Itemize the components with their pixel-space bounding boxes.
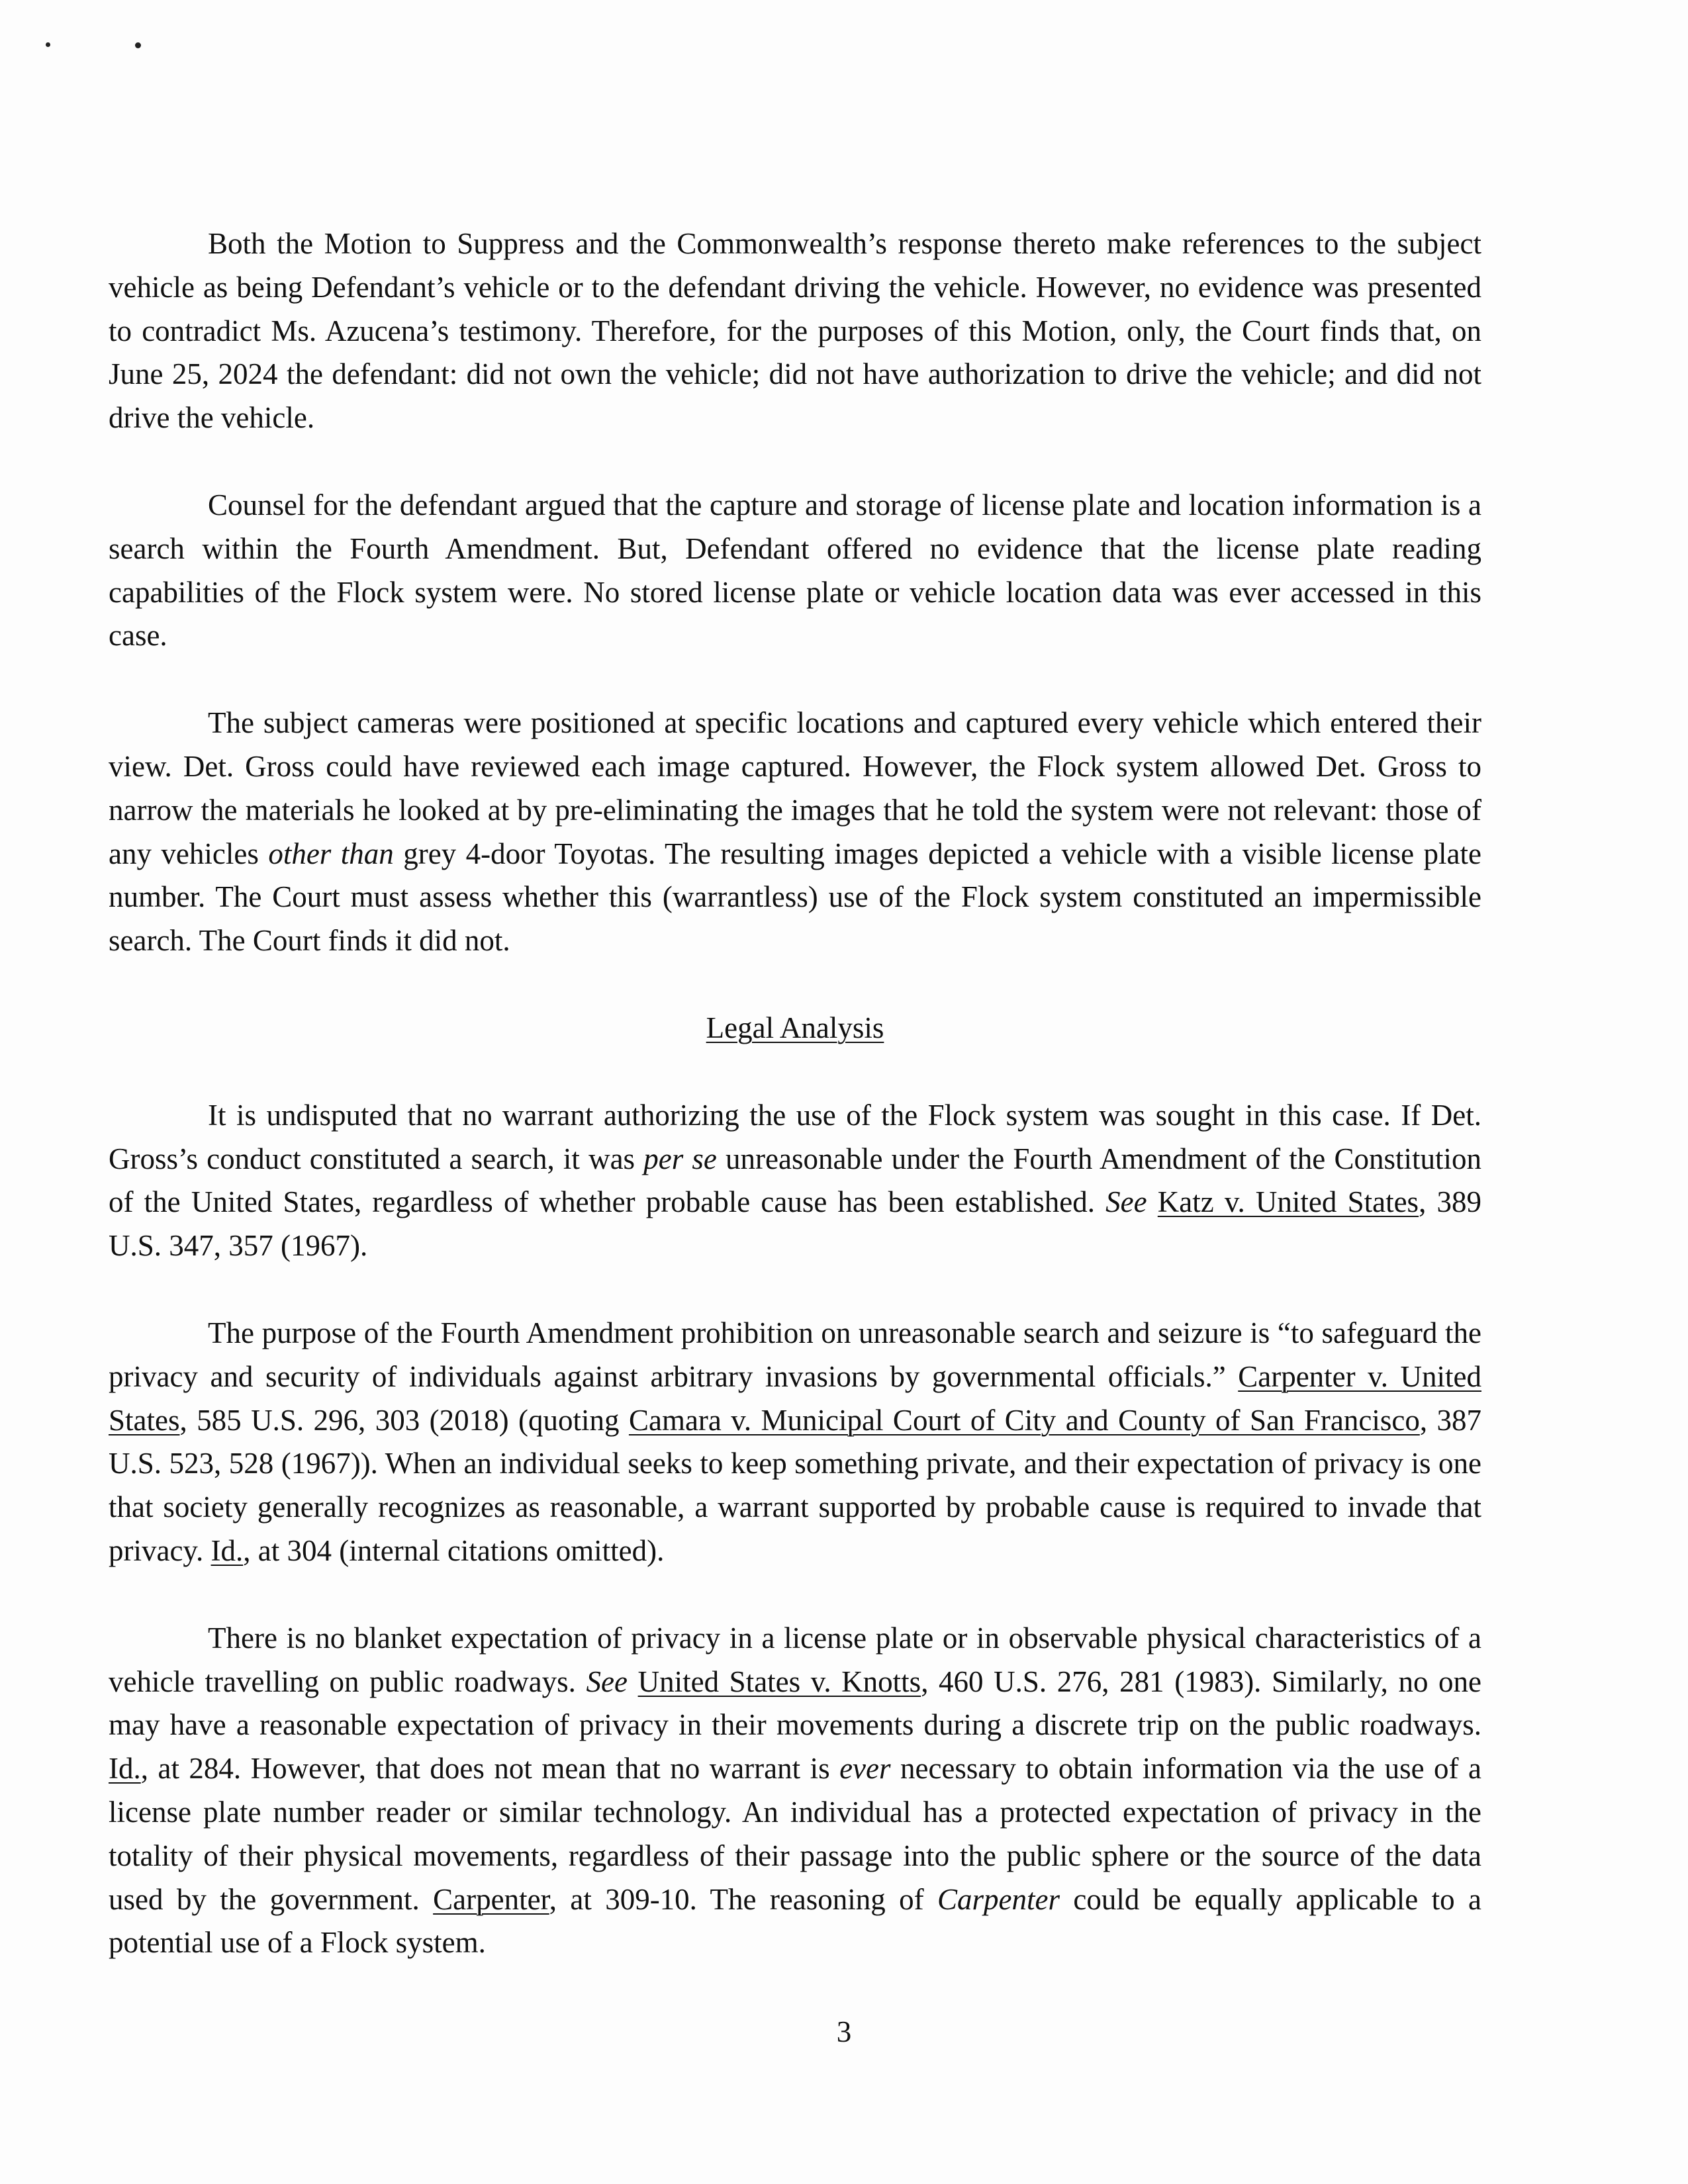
page-number: 3 bbox=[836, 2015, 852, 2048]
section-heading-legal-analysis: Legal Analysis bbox=[706, 1011, 884, 1044]
case-citation-katz: Katz v. United States bbox=[1157, 1185, 1419, 1219]
scan-speck bbox=[135, 42, 141, 48]
case-citation-camara: Camara v. Municipal Court of City and County of San Francisco bbox=[628, 1403, 1420, 1437]
paragraph-fourth-amendment-purpose: The purpose of the Fourth Amendment prohibition on unreasonable search and seizure is “to safeguard the privacy and security of individuals against arbitrary invasions by governmental officials.” Carpenter v. United States, 585 U.S. 296, 303 (2018) (quoting Camara v. Municipal Court of City and County of San Francisco, 387 U.S. 523, 528 (1967)). When an individual seeks to keep something private, and their expectation of privacy is one that society generally recognizes as reasonable, a warrant supported by probable cause is required to invade that privacy. Id., at 304 (internal citations omitted). bbox=[109, 1316, 1481, 1567]
document-body bbox=[109, 222, 1481, 1965]
paragraph-flock-cameras: The subject cameras were positioned at specific locations and captured every vehicle which entered their view. Det. Gross could have reviewed each image captured. However, the Flock system allowed Det. Gross to narrow the materials he looked at by pre-eliminating the images that he told the system were not relevant: those of any vehicles other than grey 4-door Toyotas. The resulting images depicted a vehicle with a visible license plate number. The Court must assess whether this (warrantless) use of the Flock system constituted an impermissible search. The Court finds it did not. bbox=[109, 706, 1481, 958]
scan-speck bbox=[46, 42, 50, 47]
paragraph-vehicle-ownership: Both the Motion to Suppress and the Commonwealth’s response thereto make references to the subject vehicle as being Defendant’s vehicle or to the defendant driving the vehicle. However, no evidence was presented to contradict Ms. Azucena’s testimony. Therefore, for the purposes of this Motion, only, the Court finds that, on June 25, 2024 the defendant: did not own the vehicle; did not have authorization to drive the vehicle; and did not drive the vehicle. bbox=[109, 227, 1481, 435]
paragraph-expectation-of-privacy: There is no blanket expectation of privacy in a license plate or in observable physical characteristics of a vehicle travelling on public roadways. See United States v. Knotts, 460 U.S. 276, 281 (1983). Similarly, no one may have a reasonable expectation of privacy in their movements during a discrete trip on the public roadways. Id., at 284. However, that does not mean that no warrant is ever necessary to obtain information via the use of a license plate number reader or similar technology. An individual has a protected expectation of privacy in the totality of their physical movements, regardless of their passage into the public sphere or the source of the data used by the government. Carpenter, at 309-10. The reasoning of Carpenter could be equally applicable to a potential use of a Flock system. bbox=[109, 1621, 1482, 1960]
case-citation-id: Id. bbox=[109, 1752, 141, 1786]
case-citation-carpenter: Carpenter v. United States bbox=[109, 1359, 1481, 1437]
case-citation-carpenter: Carpenter bbox=[433, 1882, 549, 1916]
case-citation-knotts: United States v. Knotts bbox=[637, 1664, 921, 1698]
paragraph-fourth-amendment-argument: Counsel for the defendant argued that the capture and storage of license plate and location information is a search within the Fourth Amendment. But, Defendant offered no evidence that the license plate reading capabilities of the Flock system were. No stored license plate or vehicle location data was ever accessed in this case. bbox=[109, 488, 1481, 653]
case-citation-id: Id. bbox=[211, 1533, 244, 1567]
paragraph-warrant: It is undisputed that no warrant authorizing the use of the Flock system was sought in this case. If Det. Gross’s conduct constituted a search, it was per se unreasonable under the Fourth Amendment of the Constitution of the United States, regardless of whether probable cause has been established. See Katz v. United States, 389 U.S. 347, 357 (1967). bbox=[109, 1098, 1482, 1263]
